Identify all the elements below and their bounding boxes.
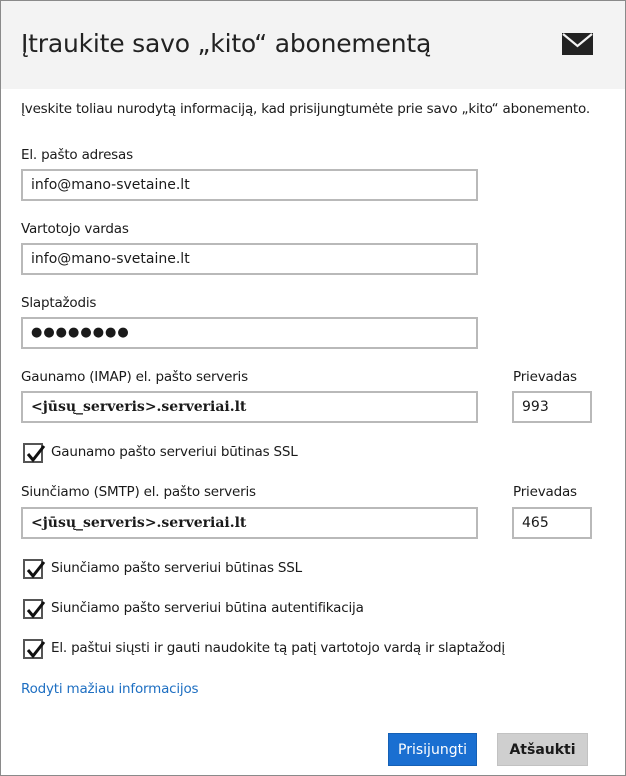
smtp-server-label: Siunčiamo (SMTP) el. pašto serveris xyxy=(21,484,256,500)
checkmark-icon xyxy=(26,599,48,621)
checkbox-box[interactable] xyxy=(23,599,43,619)
smtp-port-field[interactable]: 465 xyxy=(512,507,592,539)
imap-port-field[interactable]: 993 xyxy=(512,391,592,423)
dialog-title: Įtraukite savo „kito“ abonementą xyxy=(21,29,432,58)
password-label: Slaptažodis xyxy=(21,295,97,311)
username-field[interactable]: info@mano-svetaine.lt xyxy=(21,243,478,275)
username-label: Vartotojo vardas xyxy=(21,221,129,237)
cancel-button[interactable]: Atšaukti xyxy=(497,733,588,766)
checkmark-icon xyxy=(26,443,48,465)
smtp-server-field[interactable]: <jūsų_serveris>.serveriai.lt xyxy=(21,507,478,539)
imap-server-label: Gaunamo (IMAP) el. pašto serveris xyxy=(21,369,248,385)
imap-server-field[interactable]: <jūsų_serveris>.serveriai.lt xyxy=(21,391,478,423)
imap-ssl-label: Gaunamo pašto serveriui būtinas SSL xyxy=(51,444,298,460)
mail-icon xyxy=(562,33,593,55)
dialog-header xyxy=(1,1,625,89)
checkmark-icon xyxy=(26,559,48,581)
smtp-auth-label: Siunčiamo pašto serveriui būtina autentifikacija xyxy=(51,600,364,616)
show-less-info-link[interactable]: Rodyti mažiau informacijos xyxy=(21,681,199,697)
imap-port-label: Prievadas xyxy=(513,369,577,385)
smtp-ssl-label: Siunčiamo pašto serveriui būtinas SSL xyxy=(51,560,302,576)
same-credentials-label: El. paštui siųsti ir gauti naudokite tą patį vartotojo vardą ir slaptažodį xyxy=(51,640,505,656)
checkbox-box[interactable] xyxy=(23,559,43,579)
checkbox-box[interactable] xyxy=(23,443,43,463)
password-field[interactable]: ●●●●●●●● xyxy=(21,317,478,349)
email-field[interactable]: info@mano-svetaine.lt xyxy=(21,169,478,201)
checkmark-icon xyxy=(26,639,48,661)
intro-text: Įveskite toliau nurodytą informaciją, kad prisijungtumėte prie savo „kito“ abonemento. xyxy=(21,101,590,117)
email-label: El. pašto adresas xyxy=(21,147,133,163)
smtp-port-label: Prievadas xyxy=(513,484,577,500)
connect-button[interactable]: Prisijungti xyxy=(388,733,477,766)
checkbox-box[interactable] xyxy=(23,639,43,659)
